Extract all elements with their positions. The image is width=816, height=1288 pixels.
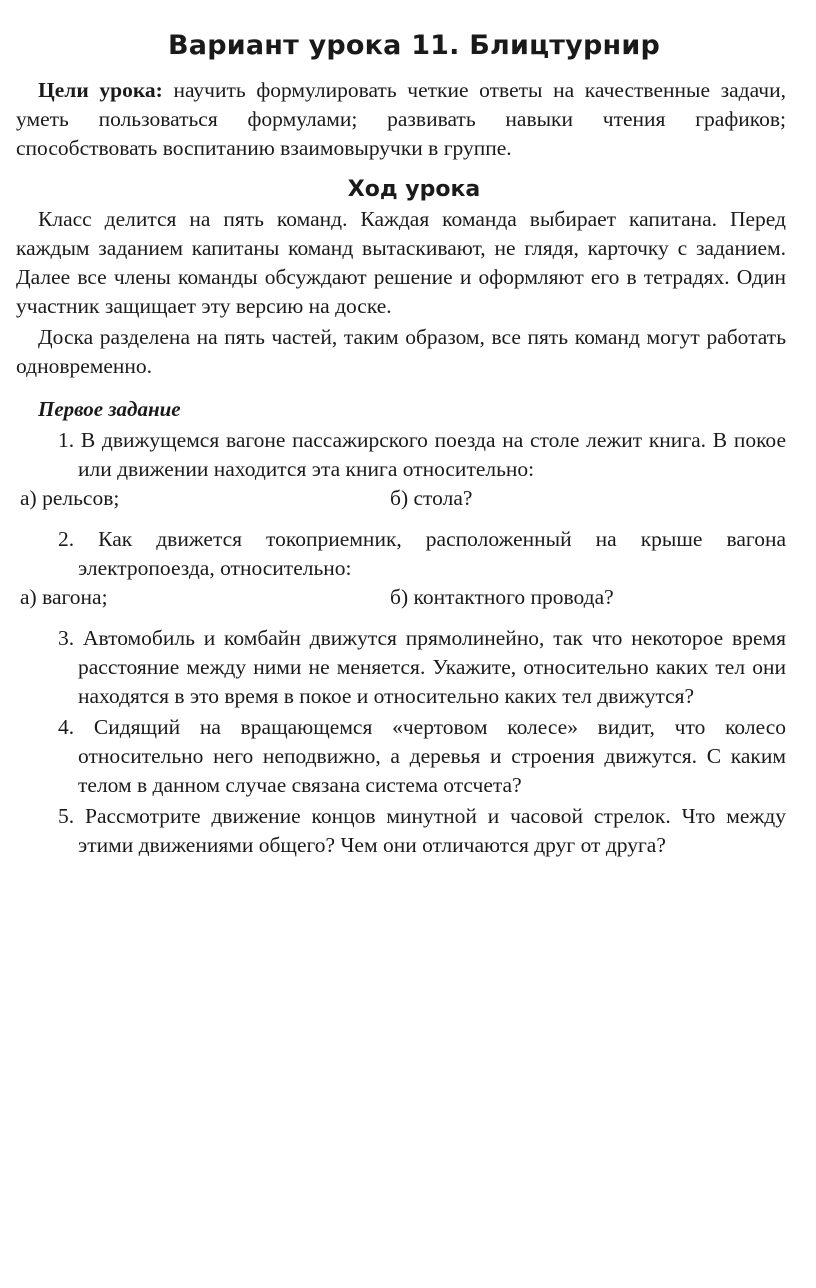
question-3: 3. Автомобиль и комбайн движутся прямолинейно, так что некоторое время расстояние между ними не меняется. Укажите, относительно каких тел они находятся в это время в покое и относительно каких тел движутся? — [58, 626, 786, 708]
question-2: 2. Как движется токоприемник, расположенный на крыше вагона электропоезда, относительно: — [58, 527, 786, 580]
paragraph-board: Доска разделена на пять частей, таким образом, все пять команд могут работать одновременно. — [16, 325, 786, 378]
task-heading: Первое задание — [38, 397, 181, 421]
document-page — [16, 28, 786, 860]
question-4: 4. Сидящий на вращающемся «чертовом колесе» видит, что колесо относительно него неподвижно, а деревья и строения движутся. С каким телом в данном случае связана система отсчета? — [58, 715, 786, 797]
goals-label: Цели урока: — [38, 78, 163, 102]
question-2-options — [16, 583, 786, 612]
page-title: Вариант урока 11. Блицтурнир — [168, 30, 660, 61]
question-2-option-b: б) контактного провода? — [390, 585, 614, 609]
lesson-heading: Ход урока — [347, 177, 481, 202]
question-5: 5. Рассмотрите движение концов минутной и часовой стрелок. Что между этими движениями общего? Чем они отличаются друг от друга? — [58, 804, 786, 857]
question-1-option-a: а) рельсов; — [20, 486, 120, 510]
goals-text: научить формулировать четкие ответы на качественные задачи, уметь пользоваться формулами; развивать навыки чтения графиков; способствовать воспитанию взаимовыручки в группе. — [16, 78, 786, 160]
question-1-options — [16, 484, 786, 513]
lesson-goals — [16, 76, 786, 163]
question-1: 1. В движущемся вагоне пассажирского поезда на столе лежит книга. В покое или движении находится эта книга относительно: — [58, 428, 786, 481]
paragraph-teams: Класс делится на пять команд. Каждая команда выбирает капитана. Перед каждым заданием капитаны команд вытаскивают, не глядя, карточку с заданием. Далее все члены команды обсуждают решение и оформляют его в тетрадях. Один участник защищает эту версию на доске. — [16, 207, 786, 318]
question-2-option-a: а) вагона; — [20, 585, 108, 609]
question-1-option-b: б) стола? — [390, 486, 473, 510]
